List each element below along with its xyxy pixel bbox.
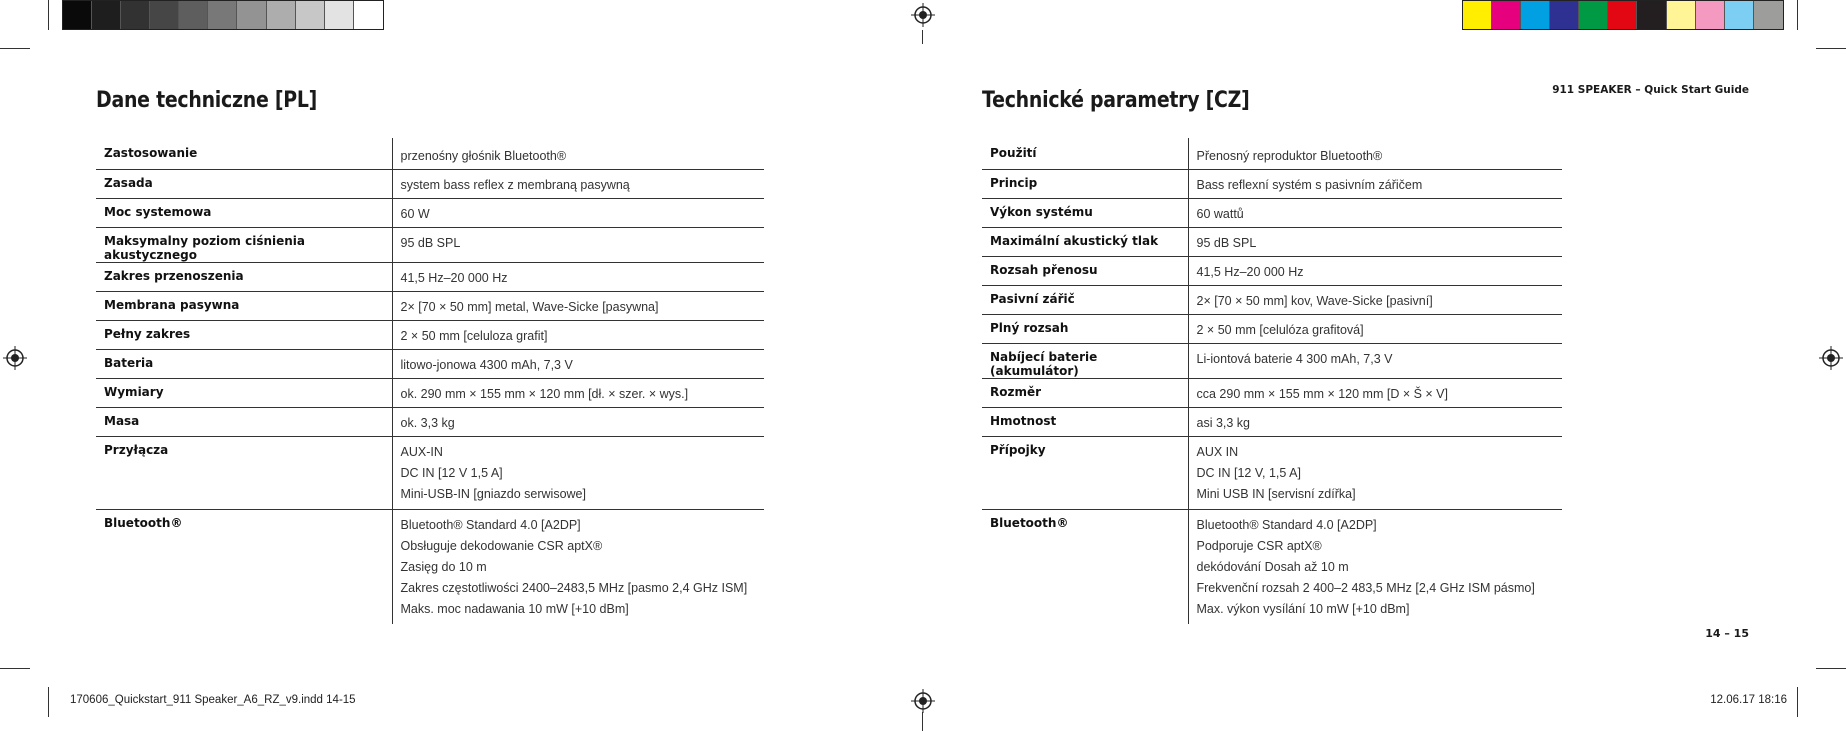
spec-label: Princip [982, 170, 1188, 199]
spec-label: Výkon systému [982, 199, 1188, 228]
spec-value-line: dekódování Dosah až 10 m [1196, 560, 1349, 574]
spec-row [96, 138, 764, 170]
spec-row [96, 228, 764, 263]
spec-value [1188, 138, 1562, 170]
spec-value-line: Obsługuje dekodowanie CSR aptX® [400, 539, 603, 553]
spec-value-line: Mini USB IN [servisní zdířka] [1196, 487, 1356, 501]
spec-label: Maximální akustický tlak [982, 228, 1188, 257]
spec-row [982, 199, 1562, 228]
spec-value-line: DC IN [12 V 1,5 A] [400, 466, 503, 480]
spec-label: Použití [982, 138, 1188, 170]
spec-value-line: DC IN [12 V, 1,5 A] [1196, 466, 1301, 480]
spec-value-line: ok. 3,3 kg [400, 416, 455, 430]
registration-mark-icon [3, 346, 27, 370]
crop-mark [48, 687, 49, 717]
spec-label: Zastosowanie [96, 138, 392, 170]
spec-value-line: 2 × 50 mm [celulóza grafitová] [1196, 323, 1364, 337]
spec-row [96, 437, 764, 510]
spec-value [392, 408, 764, 437]
spec-value [392, 138, 764, 170]
spec-value-line: AUX IN [1196, 445, 1239, 459]
spec-row [982, 379, 1562, 408]
spec-row [982, 170, 1562, 199]
spec-value-line: Zakres częstotliwości 2400–2483,5 MHz [pasmo 2,4 GHz ISM] [400, 581, 748, 595]
color-swatch [1696, 1, 1725, 29]
color-swatch [1754, 1, 1783, 29]
color-swatch [1550, 1, 1579, 29]
spec-row [96, 292, 764, 321]
color-swatch [1463, 1, 1492, 29]
grayscale-color-bar [62, 0, 384, 30]
spec-label: Pełny zakres [96, 321, 392, 350]
spec-value-line: Maks. moc nadawania 10 mW [+10 dBm] [400, 602, 629, 616]
spec-label: Nabíjecí baterie (akumulátor) [982, 344, 1188, 379]
color-swatch [208, 1, 237, 29]
crop-mark [1797, 687, 1798, 717]
color-swatch [267, 1, 296, 29]
section-title-cz: Technické parametry [CZ] [982, 88, 1250, 113]
spec-value [1188, 286, 1562, 315]
spec-label: Maksymalny poziom ciśnienia akustycznego [96, 228, 392, 263]
spec-value [392, 292, 764, 321]
spec-label: Wymiary [96, 379, 392, 408]
spec-label: Zakres przenoszenia [96, 263, 392, 292]
spec-row [982, 510, 1562, 625]
spec-value [392, 510, 764, 625]
registration-mark-icon [911, 689, 935, 713]
spec-value-line: 2× [70 × 50 mm] metal, Wave-Sicke [pasywna] [400, 300, 659, 314]
spec-label: Bluetooth® [104, 516, 183, 530]
spec-label: Rozsah přenosu [982, 257, 1188, 286]
color-swatch [1637, 1, 1666, 29]
spec-value [392, 228, 764, 263]
spec-value-line: AUX-IN [400, 445, 443, 459]
spec-value-line: 2 × 50 mm [celuloza grafit] [400, 329, 548, 343]
spec-value [1188, 408, 1562, 437]
spec-value [1188, 228, 1562, 257]
slug-filename: 170606_Quickstart_911 Speaker_A6_RZ_v9.indd 14-15 [70, 694, 356, 706]
color-swatch [1492, 1, 1521, 29]
crop-mark [922, 712, 923, 731]
spec-value-line: litowo-jonowa 4300 mAh, 7,3 V [400, 358, 573, 372]
spec-value-line: Mini-USB-IN [gniazdo serwisowe] [400, 487, 586, 501]
spec-row [982, 138, 1562, 170]
color-swatch [1608, 1, 1637, 29]
process-color-bar [1462, 0, 1784, 30]
spec-label: Rozměr [982, 379, 1188, 408]
spec-label: Moc systemowa [96, 199, 392, 228]
spec-row [982, 286, 1562, 315]
crop-mark [1816, 668, 1846, 669]
spec-label: Bluetooth® [990, 516, 1069, 530]
page-number: 14 – 15 [1705, 627, 1749, 640]
color-swatch [150, 1, 179, 29]
slug-datetime: 12.06.17 18:16 [1710, 694, 1787, 706]
spec-value-line: 2× [70 × 50 mm] kov, Wave-Sicke [pasivní] [1196, 294, 1433, 308]
spec-value-line: Frekvenční rozsah 2 400–2 483,5 MHz [2,4 GHz ISM pásmo] [1196, 581, 1535, 595]
spec-row [982, 257, 1562, 286]
registration-mark-icon [911, 3, 935, 27]
color-swatch [325, 1, 354, 29]
spec-value [1188, 257, 1562, 286]
spec-label: Bateria [96, 350, 392, 379]
color-swatch [237, 1, 266, 29]
spec-value [1188, 437, 1562, 510]
crop-mark [1797, 0, 1798, 30]
spec-value [1188, 344, 1562, 379]
crop-mark [0, 48, 30, 49]
crop-mark [922, 30, 923, 44]
color-swatch [121, 1, 150, 29]
color-swatch [354, 1, 383, 29]
spec-row [982, 228, 1562, 257]
color-swatch [1521, 1, 1550, 29]
spec-value-line: ok. 290 mm × 155 mm × 120 mm [dł. × szer. × wys.] [400, 387, 689, 401]
spec-value [392, 263, 764, 292]
spec-label: Plný rozsah [982, 315, 1188, 344]
spec-value-line: Bluetooth® Standard 4.0 [A2DP] [400, 518, 581, 532]
spec-value-line: Bluetooth® Standard 4.0 [A2DP] [1196, 518, 1377, 532]
spec-value [1188, 170, 1562, 199]
crop-mark [48, 0, 49, 30]
spec-row [96, 510, 764, 625]
spec-value-line: asi 3,3 kg [1196, 416, 1251, 430]
color-swatch [179, 1, 208, 29]
spec-table-cz [982, 138, 1562, 624]
spec-value-line: system bass reflex z membraną pasywną [400, 178, 630, 192]
spec-value-line: Max. výkon vysílání 10 mW [+10 dBm] [1196, 602, 1410, 616]
spec-label: Hmotnost [982, 408, 1188, 437]
spec-value [392, 199, 764, 228]
spec-value [1188, 510, 1562, 625]
spec-value-line: Bass reflexní systém s pasivním zářičem [1196, 178, 1423, 192]
color-swatch [296, 1, 325, 29]
spec-value [1188, 379, 1562, 408]
spec-row [96, 321, 764, 350]
spec-value-line: Li-iontová baterie 4 300 mAh, 7,3 V [1196, 352, 1393, 366]
spec-value-line: 41,5 Hz–20 000 Hz [1196, 265, 1304, 279]
color-swatch [1725, 1, 1754, 29]
spec-value-line: Zasięg do 10 m [400, 560, 487, 574]
spec-label: Membrana pasywna [96, 292, 392, 321]
spec-row [96, 379, 764, 408]
spec-value [392, 350, 764, 379]
color-swatch [1579, 1, 1608, 29]
section-title-pl: Dane techniczne [PL] [96, 88, 318, 113]
spec-row [96, 350, 764, 379]
spec-value [392, 170, 764, 199]
spec-value-line: 60 wattů [1196, 207, 1244, 221]
spec-row [982, 408, 1562, 437]
crop-mark [1816, 48, 1846, 49]
spec-row [982, 437, 1562, 510]
spec-value-line: 41,5 Hz–20 000 Hz [400, 271, 508, 285]
spec-label: Pasivní zářič [982, 286, 1188, 315]
spec-value-line: Přenosný reproduktor Bluetooth® [1196, 149, 1383, 163]
spec-value-line: 95 dB SPL [1196, 236, 1257, 250]
spec-label: Przyłącza [96, 437, 392, 510]
spec-value [1188, 199, 1562, 228]
spec-value-line: 60 W [400, 207, 430, 221]
spec-row [982, 344, 1562, 379]
spec-table-pl [96, 138, 764, 624]
spec-row [96, 170, 764, 199]
color-swatch [92, 1, 121, 29]
spec-row [96, 263, 764, 292]
registration-mark-icon [1819, 346, 1843, 370]
spec-value [392, 379, 764, 408]
spec-label: Zasada [96, 170, 392, 199]
color-swatch [63, 1, 92, 29]
spec-value [1188, 315, 1562, 344]
spec-label: Přípojky [982, 437, 1188, 510]
spec-value-line: przenośny głośnik Bluetooth® [400, 149, 567, 163]
spec-value-line: cca 290 mm × 155 mm × 120 mm [D × Š × V] [1196, 387, 1448, 401]
spec-value [392, 437, 764, 510]
spec-row [982, 315, 1562, 344]
spec-value [392, 321, 764, 350]
spec-value-line: Podporuje CSR aptX® [1196, 539, 1322, 553]
spec-label: Masa [96, 408, 392, 437]
spec-row [96, 408, 764, 437]
crop-mark [0, 668, 30, 669]
running-header: 911 SPEAKER – Quick Start Guide [1552, 84, 1749, 96]
spec-value-line: 95 dB SPL [400, 236, 461, 250]
spec-row [96, 199, 764, 228]
color-swatch [1667, 1, 1696, 29]
